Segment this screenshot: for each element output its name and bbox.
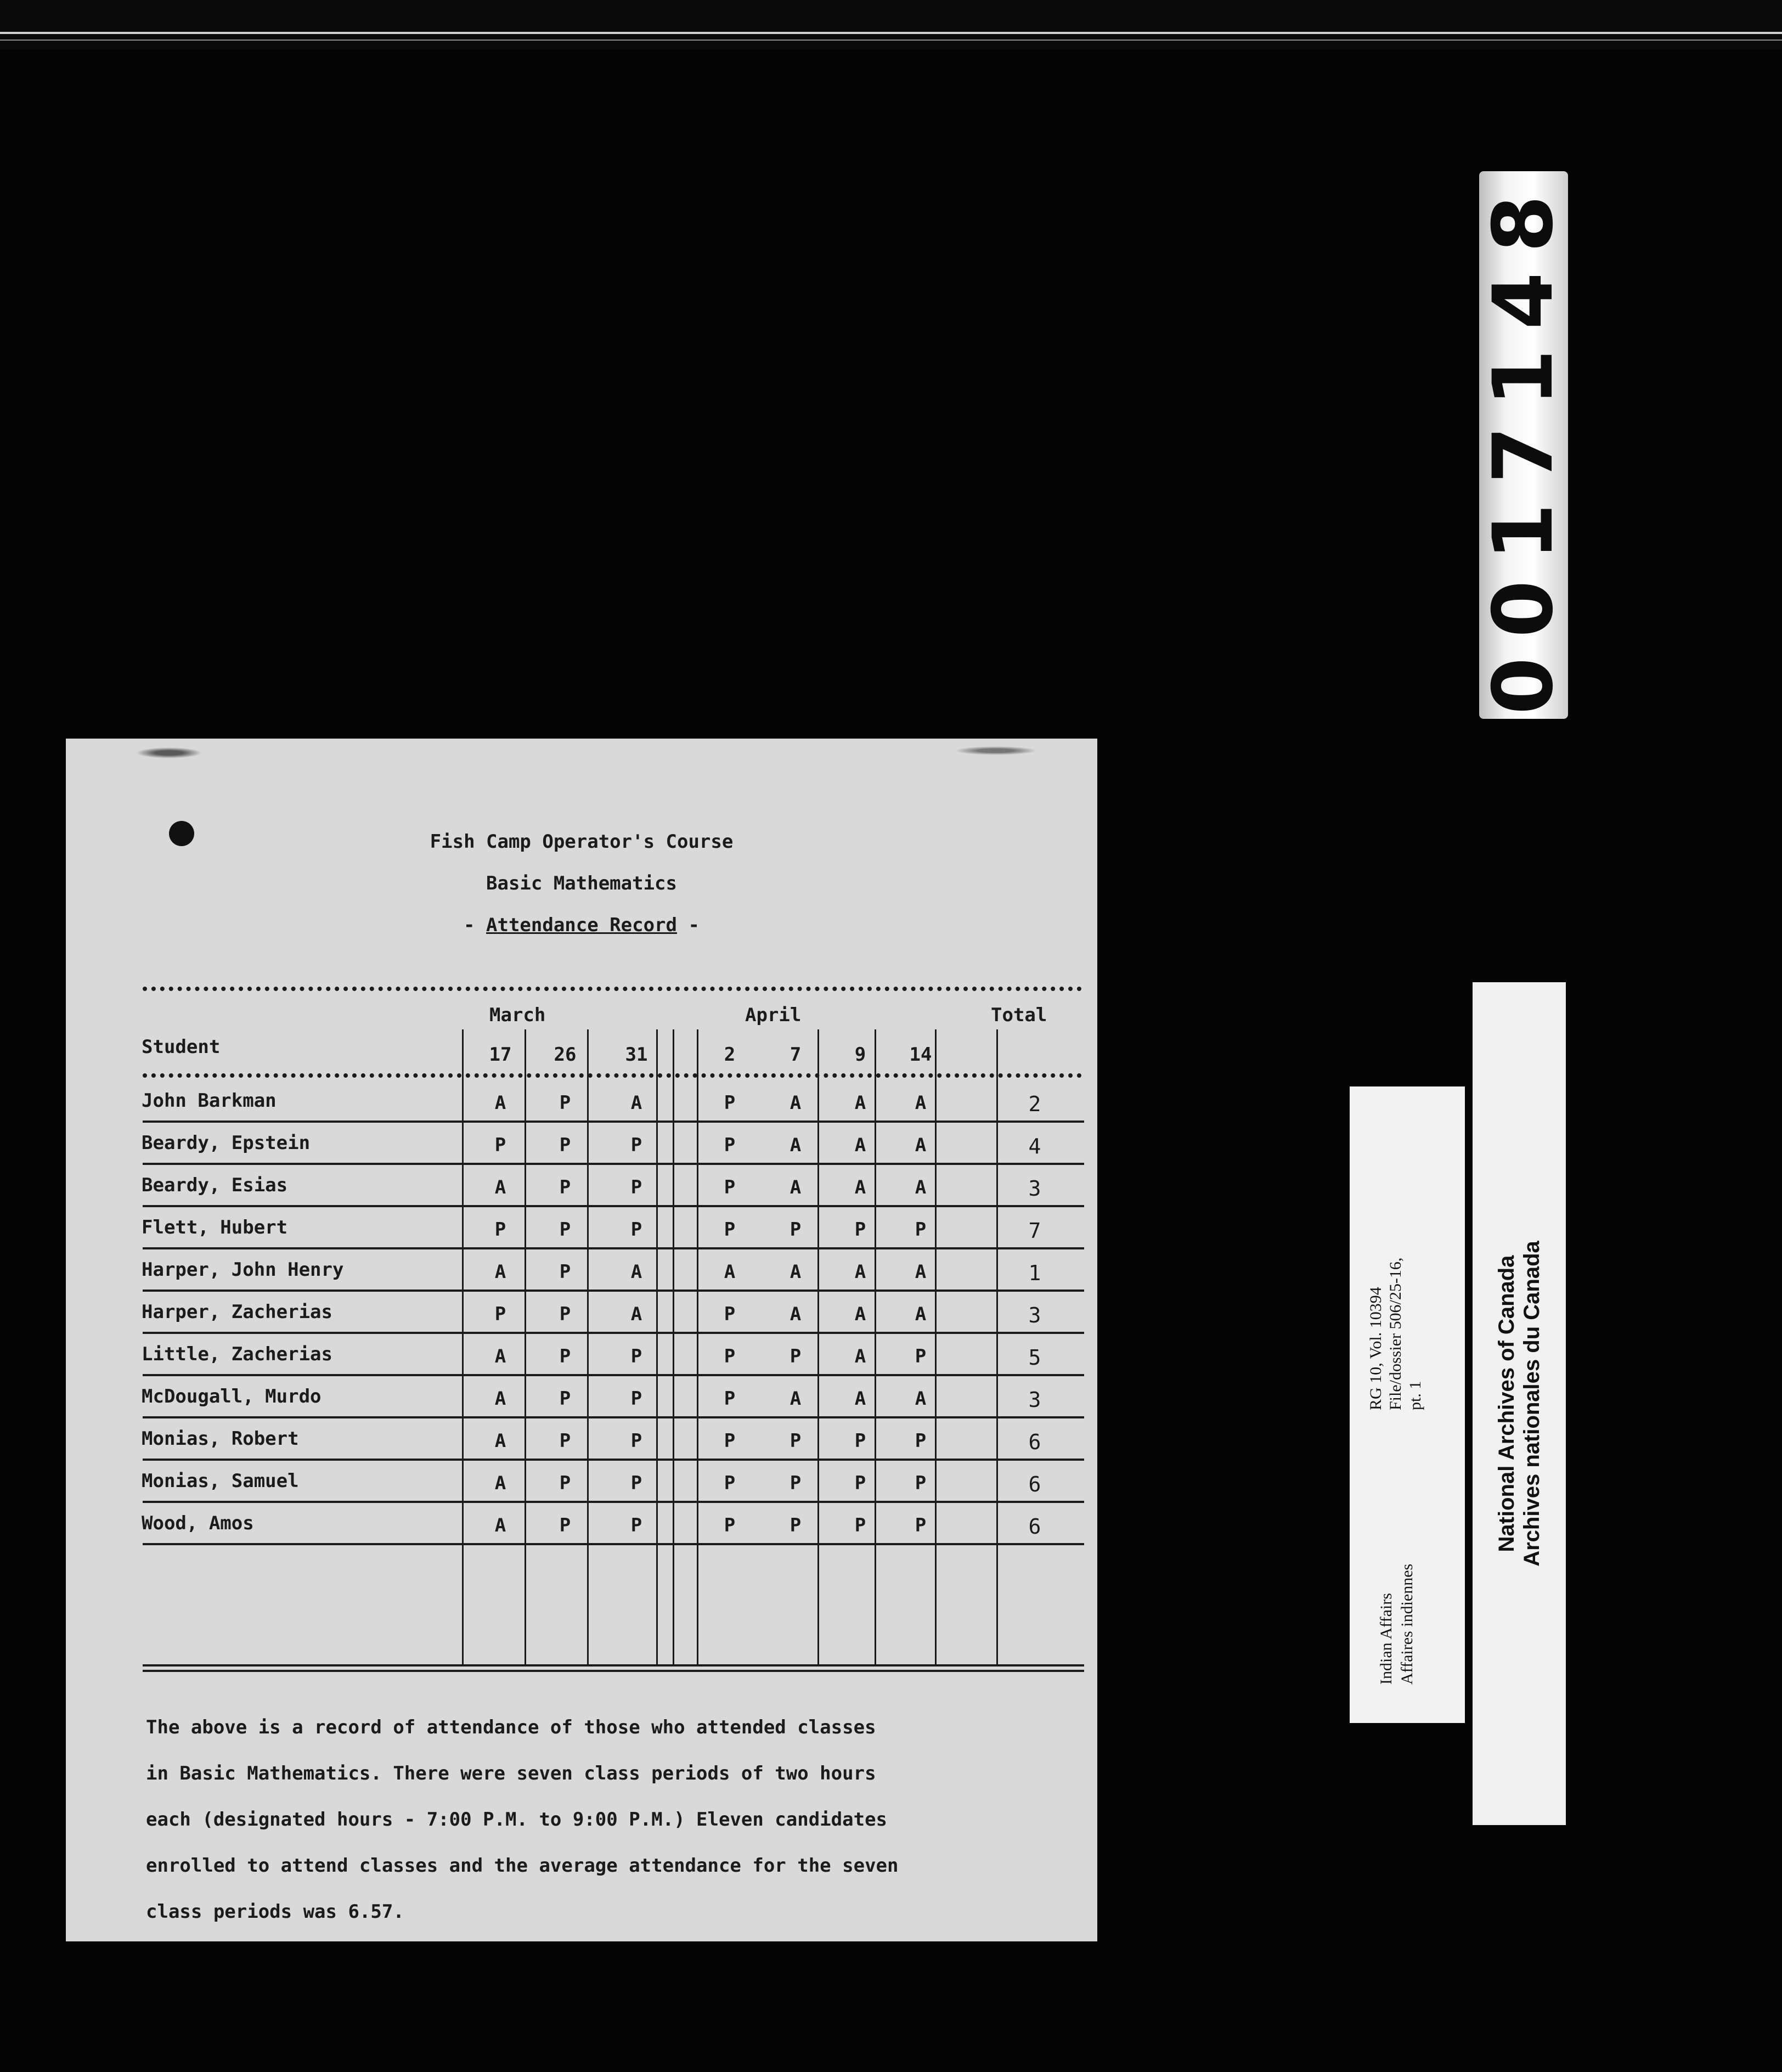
attendance-mark: P <box>915 1219 927 1241</box>
attendance-mark: P <box>915 1345 927 1367</box>
attendance-mark: P <box>630 1430 642 1452</box>
attendance-mark: P <box>854 1514 866 1536</box>
department-fr: Affaires indiennes <box>1398 1563 1416 1685</box>
student-name: Beardy, Epstein <box>142 1132 311 1154</box>
table-row <box>66 1132 1097 1174</box>
attendance-mark: A <box>790 1176 802 1198</box>
attendance-mark: P <box>559 1303 571 1325</box>
smudge <box>136 747 202 758</box>
column-rule <box>525 1029 526 1664</box>
student-name: Beardy, Esias <box>142 1174 288 1196</box>
column-rule <box>656 1029 658 1664</box>
attendance-total: 5 <box>1028 1345 1041 1370</box>
document-header <box>66 821 1097 946</box>
attendance-mark: P <box>724 1430 736 1452</box>
date-header: 14 <box>909 1044 932 1066</box>
row-rule <box>143 1459 1084 1461</box>
table-row <box>66 1428 1097 1469</box>
attendance-mark: P <box>559 1345 571 1367</box>
frame-number: 0017148 <box>1476 175 1571 715</box>
table-row <box>66 1174 1097 1216</box>
attendance-mark: A <box>494 1261 506 1283</box>
document-title: Fish Camp Operator's Course <box>430 831 734 853</box>
attendance-mark: A <box>854 1092 866 1114</box>
student-name: Monias, Robert <box>142 1428 299 1450</box>
date-header: 2 <box>724 1044 736 1066</box>
attendance-total: 3 <box>1028 1303 1041 1327</box>
attendance-mark: A <box>915 1261 927 1283</box>
attendance-mark: P <box>630 1472 642 1494</box>
date-header: 31 <box>625 1044 648 1066</box>
attendance-mark: A <box>854 1176 866 1198</box>
attendance-mark: A <box>630 1303 642 1325</box>
row-rule <box>143 1501 1084 1503</box>
attendance-mark: P <box>630 1514 642 1536</box>
attendance-mark: P <box>790 1219 802 1241</box>
table-row <box>66 1217 1097 1258</box>
file-reference <box>1366 1258 1425 1410</box>
attendance-mark: A <box>724 1261 736 1283</box>
attendance-mark: P <box>630 1345 642 1367</box>
film-edge-line <box>0 32 1782 34</box>
attendance-mark: P <box>724 1345 736 1367</box>
table-row <box>66 1301 1097 1343</box>
attendance-mark: A <box>630 1092 642 1114</box>
attendance-mark: A <box>854 1388 866 1410</box>
record-title: Attendance Record <box>486 914 677 936</box>
attendance-mark: P <box>790 1345 802 1367</box>
attendance-mark: P <box>790 1472 802 1494</box>
row-rule <box>143 1163 1084 1165</box>
attendance-mark: P <box>724 1388 736 1410</box>
paragraph-line: in Basic Mathematics. There were seven class periods of two hours <box>146 1763 876 1784</box>
attendance-total: 4 <box>1028 1134 1041 1158</box>
attendance-total: 1 <box>1028 1261 1041 1285</box>
attendance-mark: P <box>494 1219 506 1241</box>
attendance-mark: P <box>724 1303 736 1325</box>
column-rule <box>587 1029 589 1664</box>
attendance-mark: A <box>630 1261 642 1283</box>
date-header: 7 <box>790 1044 802 1066</box>
attendance-mark: A <box>854 1134 866 1156</box>
attendance-total: 3 <box>1028 1388 1041 1412</box>
attendance-mark: P <box>494 1303 506 1325</box>
film-edge-line <box>0 40 1782 41</box>
record-heading: - Attendance Record - <box>464 914 700 936</box>
paragraph-line: class periods was 6.57. <box>146 1901 404 1923</box>
row-rule <box>143 1121 1084 1123</box>
attendance-mark: P <box>915 1430 927 1452</box>
attendance-mark: A <box>790 1261 802 1283</box>
table-row <box>66 1386 1097 1427</box>
attendance-mark: P <box>724 1176 736 1198</box>
column-rule <box>697 1029 698 1664</box>
date-header: 26 <box>554 1044 577 1066</box>
attendance-mark: P <box>559 1388 571 1410</box>
column-rule <box>935 1029 937 1664</box>
table-row <box>66 1512 1097 1554</box>
total-header: Total <box>991 1004 1047 1026</box>
attendance-mark: P <box>559 1134 571 1156</box>
attendance-mark: P <box>630 1134 642 1156</box>
attendance-mark: A <box>494 1345 506 1367</box>
attendance-mark: A <box>915 1388 927 1410</box>
attendance-mark: P <box>790 1430 802 1452</box>
date-header: 9 <box>854 1044 866 1066</box>
student-name: Monias, Samuel <box>142 1470 299 1492</box>
student-name: Flett, Hubert <box>142 1217 288 1238</box>
row-rule <box>143 1247 1084 1249</box>
attendance-mark: A <box>790 1303 802 1325</box>
month-march: March <box>489 1004 546 1026</box>
frame-number-strip <box>1476 171 1571 719</box>
attendance-mark: P <box>559 1092 571 1114</box>
student-name: Harper, John Henry <box>142 1259 344 1281</box>
attendance-mark: P <box>724 1472 736 1494</box>
attendance-mark: P <box>559 1514 571 1536</box>
attendance-mark: A <box>494 1176 506 1198</box>
student-name: McDougall, Murdo <box>142 1386 322 1407</box>
attendance-mark: A <box>915 1176 927 1198</box>
volume-reference: RG 10, Vol. 10394 <box>1367 1287 1385 1410</box>
attendance-mark: P <box>854 1472 866 1494</box>
paragraph-line: The above is a record of attendance of those who attended classes <box>146 1716 876 1738</box>
attendance-mark: A <box>790 1092 802 1114</box>
department-en: Indian Affairs <box>1377 1593 1395 1685</box>
attendance-total: 7 <box>1028 1219 1041 1243</box>
attendance-mark: P <box>494 1134 506 1156</box>
attendance-mark: P <box>630 1219 642 1241</box>
part-reference: pt. 1 <box>1406 1381 1424 1410</box>
column-rule <box>817 1029 819 1664</box>
attendance-mark: P <box>559 1219 571 1241</box>
table-row <box>66 1090 1097 1131</box>
row-rule <box>143 1543 1084 1545</box>
attendance-mark: P <box>630 1388 642 1410</box>
attendance-mark: A <box>915 1134 927 1156</box>
attendance-mark: A <box>915 1092 927 1114</box>
attendance-mark: P <box>559 1430 571 1452</box>
month-april: April <box>745 1004 802 1026</box>
dotted-rule <box>143 987 1082 991</box>
attendance-mark: P <box>724 1092 736 1114</box>
row-rule <box>143 1290 1084 1292</box>
institution-fr: Archives nationales du Canada <box>1520 1241 1544 1567</box>
attendance-total: 3 <box>1028 1176 1041 1201</box>
film-edge <box>0 0 1782 49</box>
attendance-mark: P <box>559 1261 571 1283</box>
document-subtitle: Basic Mathematics <box>486 872 677 894</box>
institution-en: National Archives of Canada <box>1495 1255 1519 1552</box>
column-rule <box>996 1029 998 1664</box>
institution-label <box>1473 982 1566 1825</box>
paragraph-line: each (designated hours - 7:00 P.M. to 9:00 P.M.) Eleven candidates <box>146 1809 888 1831</box>
table-row <box>66 1470 1097 1512</box>
attendance-mark: P <box>559 1176 571 1198</box>
table-row <box>66 1343 1097 1385</box>
attendance-mark: A <box>790 1134 802 1156</box>
attendance-total: 6 <box>1028 1472 1041 1496</box>
student-name: John Barkman <box>142 1090 277 1112</box>
column-rule <box>673 1029 674 1664</box>
row-rule <box>143 1416 1084 1418</box>
document-page <box>66 739 1097 1941</box>
row-rule <box>143 1205 1084 1207</box>
department-names <box>1376 1564 1418 1685</box>
file-reference-line: File/dossier 506/25-16, <box>1386 1257 1405 1410</box>
summary-paragraph <box>146 1704 1046 1935</box>
attendance-mark: A <box>494 1514 506 1536</box>
attendance-mark: P <box>630 1176 642 1198</box>
smudge <box>955 746 1037 755</box>
attendance-total: 6 <box>1028 1514 1041 1539</box>
student-name: Wood, Amos <box>142 1512 254 1534</box>
attendance-mark: A <box>854 1261 866 1283</box>
attendance-mark: P <box>724 1134 736 1156</box>
student-name: Harper, Zacherias <box>142 1301 332 1323</box>
attendance-mark: A <box>915 1303 927 1325</box>
column-rule <box>875 1029 876 1664</box>
attendance-mark: A <box>494 1430 506 1452</box>
attendance-mark: P <box>854 1219 866 1241</box>
attendance-mark: P <box>790 1514 802 1536</box>
student-name: Little, Zacherias <box>142 1343 332 1365</box>
row-rule <box>143 1374 1084 1376</box>
archive-reference-label <box>1350 1086 1465 1723</box>
dotted-rule <box>143 1073 1082 1078</box>
attendance-mark: P <box>854 1430 866 1452</box>
attendance-mark: A <box>854 1345 866 1367</box>
attendance-mark: A <box>494 1092 506 1114</box>
attendance-mark: A <box>854 1303 866 1325</box>
attendance-total: 6 <box>1028 1430 1041 1454</box>
attendance-mark: P <box>915 1472 927 1494</box>
attendance-mark: A <box>494 1388 506 1410</box>
attendance-mark: A <box>494 1472 506 1494</box>
attendance-mark: P <box>559 1472 571 1494</box>
table-bottom-rule <box>143 1664 1084 1666</box>
attendance-mark: P <box>724 1514 736 1536</box>
attendance-total: 2 <box>1028 1092 1041 1116</box>
row-rule <box>143 1332 1084 1334</box>
student-header: Student <box>142 1036 221 1058</box>
attendance-mark: P <box>915 1514 927 1536</box>
column-rule <box>462 1029 464 1664</box>
attendance-mark: A <box>790 1388 802 1410</box>
table-row <box>66 1259 1097 1300</box>
paragraph-line: enrolled to attend classes and the average attendance for the seven <box>146 1855 899 1877</box>
table-bottom-rule <box>143 1670 1084 1672</box>
date-header: 17 <box>489 1044 512 1066</box>
attendance-mark: P <box>724 1219 736 1241</box>
